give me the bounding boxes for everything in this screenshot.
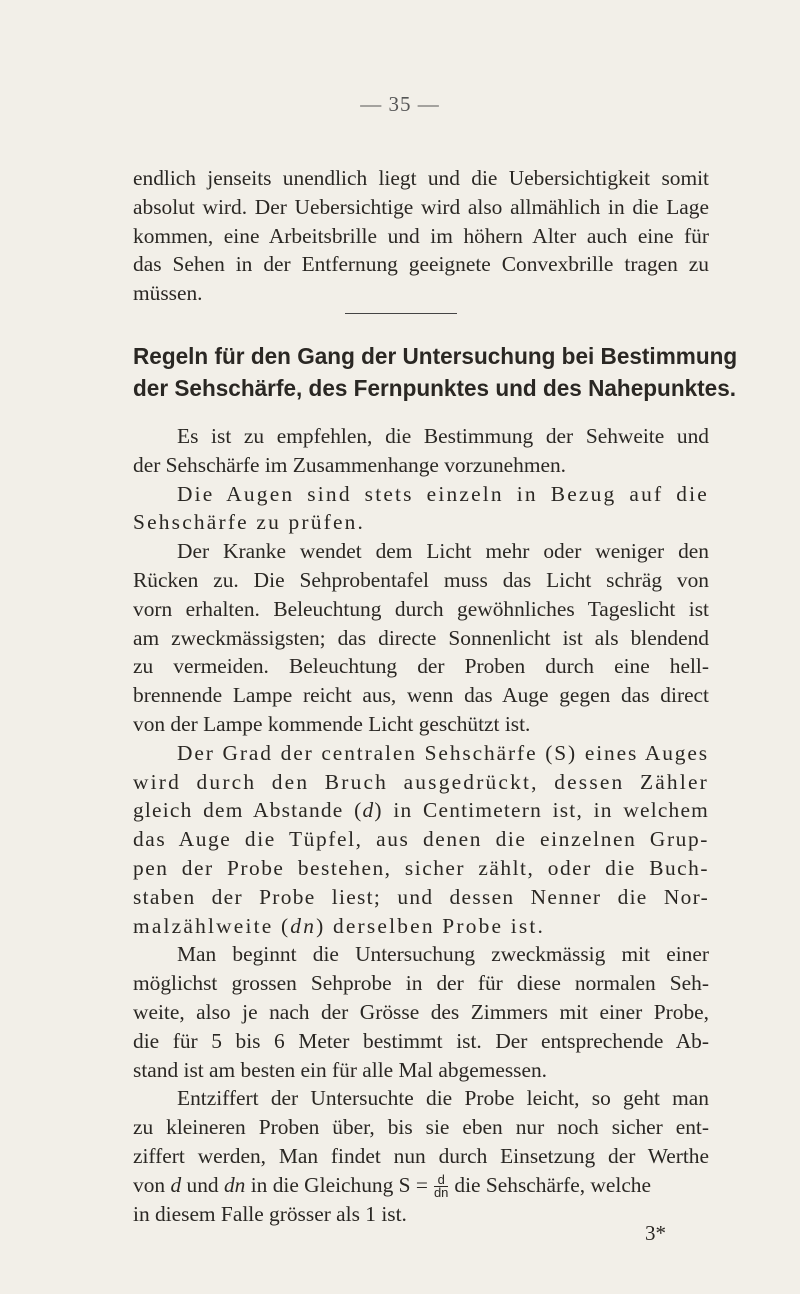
text-line: von der Lampe kommende Licht geschützt ist. bbox=[133, 711, 531, 736]
text-line-spaced: Die Augen sind stets einzeln in Bezug auf die bbox=[177, 481, 709, 506]
text-line: absolut wird. Der Uebersichtige wird also allmählich in die Lage bbox=[133, 194, 709, 219]
text-line: Der Kranke wendet dem Licht mehr oder weniger den bbox=[177, 539, 709, 564]
text-line-spaced: Sehschärfe zu prüfen. bbox=[133, 510, 366, 535]
text-line: Man beginnt die Untersuchung zweckmässig mit einer bbox=[177, 942, 709, 967]
text-line-spaced: das Auge die Tüpfel, aus denen die einzelnen Grup- bbox=[133, 827, 709, 852]
text-line: ziffert werden, Man findet nun durch Einsetzung der Werthe bbox=[133, 1143, 709, 1168]
text-line: der Sehschärfe im Zusammenhange vorzunehmen. bbox=[133, 452, 567, 477]
body-text bbox=[133, 422, 709, 1228]
text-line: in diesem Falle grösser als 1 ist. bbox=[133, 1201, 407, 1226]
text-line: müssen. bbox=[133, 281, 203, 306]
text-line-spaced: malzählweite (dn) derselben Probe ist. bbox=[133, 913, 546, 938]
heading-line-2: der Sehschärfe, des Fernpunktes und des Nahepunktes. bbox=[133, 375, 737, 401]
text-line: am zweckmässigsten; das directe Sonnenlicht ist als blendend bbox=[133, 625, 709, 650]
text-line: zu kleineren Proben über, bis sie eben nur noch sicher ent- bbox=[133, 1115, 709, 1140]
text-line: zu vermeiden. Beleuchtung der Proben durch eine hell- bbox=[133, 654, 709, 679]
text-line-spaced: pen der Probe bestehen, sicher zählt, oder die Buch- bbox=[133, 855, 709, 880]
section-divider bbox=[345, 313, 457, 314]
text-line: kommen, eine Arbeitsbrille und im höhern Alter auch eine für bbox=[133, 223, 709, 248]
text-line: vorn erhalten. Beleuchtung durch gewöhnliches Tageslicht ist bbox=[133, 596, 709, 621]
text-line: die für 5 bis 6 Meter bestimmt ist. Der entsprechende Ab- bbox=[133, 1028, 709, 1053]
text-line-spaced: wird durch den Bruch ausgedrückt, dessen Zähler bbox=[133, 769, 709, 794]
intro-paragraph bbox=[133, 164, 709, 308]
text-line: weite, also je nach der Grösse des Zimmers mit einer Probe, bbox=[133, 999, 709, 1024]
text-line-spaced: gleich dem Abstande (d) in Centimetern ist, in welchem bbox=[133, 798, 709, 823]
equation-line: von d und dn in die Gleichung S = $\frac{d}{dn}$ die Sehschärfe, welche bbox=[133, 1172, 652, 1201]
text-line-spaced: staben der Probe liest; und dessen Nenner die Nor- bbox=[133, 884, 709, 909]
text-line: endlich jenseits unendlich liegt und die Uebersichtigkeit somit bbox=[133, 166, 709, 190]
text-line: Entziffert der Untersuchte die Probe leicht, so geht man bbox=[177, 1086, 709, 1111]
text-line: das Sehen in der Entfernung geeignete Convexbrille tragen zu bbox=[133, 252, 709, 277]
text-line: Rücken zu. Die Sehprobentafel muss das Licht schräg von bbox=[133, 567, 709, 592]
text-line-spaced: Der Grad der centralen Sehschärfe (S) eines Auges bbox=[177, 740, 709, 765]
text-line: Es ist zu empfehlen, die Bestimmung der Sehweite und bbox=[177, 424, 709, 448]
text-line: stand ist am besten ein für alle Mal abgemessen. bbox=[133, 1057, 548, 1082]
signature-mark: 3* bbox=[645, 1221, 666, 1245]
text-line: möglichst grossen Sehprobe in der für diese normalen Seh- bbox=[133, 971, 709, 996]
heading-line-1: Regeln für den Gang der Untersuchung bei Bestimmung bbox=[133, 343, 738, 369]
fraction: $\frac{d}{dn}$ bbox=[433, 1172, 449, 1201]
page-number: — 35 — bbox=[360, 92, 440, 116]
text-line: brennende Lampe reicht aus, wenn das Auge gegen das direct bbox=[133, 683, 709, 708]
section-heading bbox=[133, 340, 738, 404]
